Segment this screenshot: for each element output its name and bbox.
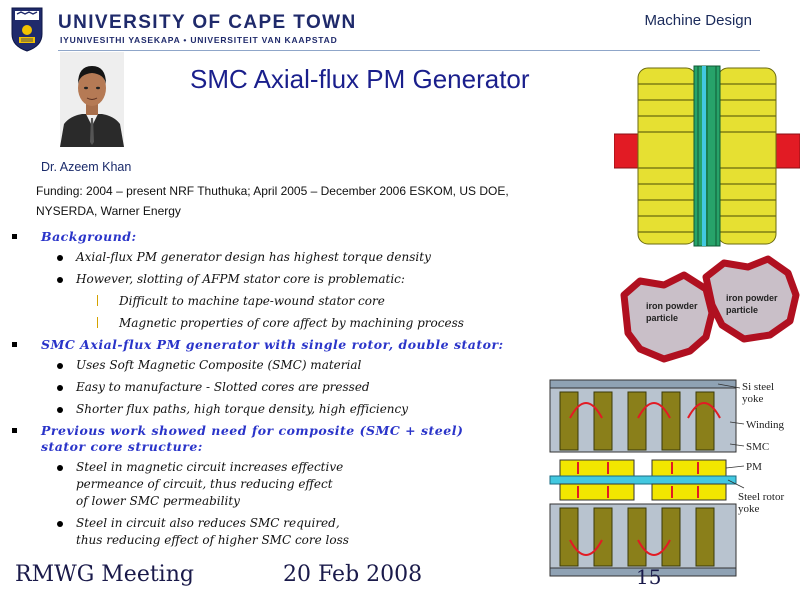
label-steel-rotor: Steel rotor — [738, 491, 785, 503]
iron-powder-particle-figure — [620, 255, 800, 365]
label-smc: SMC — [746, 441, 770, 453]
round-bullet-icon — [57, 407, 63, 413]
uct-crest-logo — [10, 6, 44, 52]
bullet-heading: Background: — [41, 229, 137, 244]
round-bullet-icon — [57, 521, 63, 527]
powder-label-1b: particle — [646, 313, 679, 323]
bullet-list — [12, 229, 542, 554]
list-item — [12, 249, 542, 266]
label-yoke: yoke — [742, 393, 764, 405]
list-item — [12, 379, 542, 396]
list-item-text: However, slotting of AFPM stator core is problematic: — [76, 272, 405, 286]
square-bullet-icon — [12, 428, 17, 433]
slide-title: SMC Axial-flux PM Generator — [190, 64, 530, 94]
sub-list-item — [12, 315, 542, 332]
label-rotor-yoke: yoke — [738, 503, 760, 515]
composite-stator-diagram — [548, 378, 800, 578]
sub-list-item-text: Difficult to machine tape-wound stator core — [119, 294, 385, 308]
bullet-heading-line-2: stator core structure: — [41, 439, 203, 454]
list-item-text: Easy to manufacture - Slotted cores are pressed — [76, 380, 370, 394]
list-item — [12, 515, 542, 549]
bullet-smc — [12, 337, 542, 353]
powder-label-2a: iron powder — [726, 293, 778, 303]
list-item-text: Shorter flux paths, high torque density, high efficiency — [76, 402, 409, 416]
list-item — [12, 271, 542, 288]
funding-text: Funding: 2004 – present NRF Thuthuka; April 2005 – December 2006 ESKOM, US DOE, NYSERDA, Warner Energy — [36, 184, 509, 218]
round-bullet-icon — [57, 277, 63, 283]
round-bullet-icon — [57, 363, 63, 369]
round-bullet-icon — [57, 465, 63, 471]
axial-flux-generator-illustration — [614, 64, 800, 248]
list-item-line-3: of lower SMC permeability — [76, 494, 240, 508]
footer-meeting: RMWG Meeting — [15, 562, 194, 587]
round-bullet-icon — [57, 385, 63, 391]
powder-label-1a: iron powder — [646, 301, 698, 311]
label-pm: PM — [746, 461, 762, 473]
list-item — [12, 357, 542, 374]
powder-label-2b: particle — [726, 305, 759, 315]
header-divider — [58, 50, 760, 51]
label-si-steel: Si steel — [742, 381, 775, 393]
list-item-line-1: Steel in circuit also reduces SMC required, — [76, 516, 340, 530]
list-item-text: Axial-flux PM generator design has highest torque density — [76, 250, 431, 264]
sub-list-item — [12, 293, 542, 310]
bullet-background — [12, 229, 542, 245]
round-bullet-icon — [57, 255, 63, 261]
list-item — [12, 459, 542, 510]
page-number: 15 — [636, 565, 662, 589]
section-label: Machine Design — [644, 12, 752, 29]
university-subtitle: IYUNIVESITHI YASEKAPA • UNIVERSITEIT VAN KAAPSTAD — [60, 35, 338, 45]
square-bullet-icon — [12, 234, 17, 239]
bullet-previous-work — [12, 423, 542, 455]
list-item-text: Uses Soft Magnetic Composite (SMC) material — [76, 358, 362, 372]
author-name: Dr. Azeem Khan — [41, 160, 132, 174]
list-item — [12, 401, 542, 418]
bar-bullet-icon — [97, 317, 98, 328]
author-photo — [60, 52, 124, 147]
list-item-line-2: permeance of circuit, thus reducing effect — [76, 477, 333, 491]
sub-list-item-text: Magnetic properties of core affect by machining process — [119, 316, 464, 330]
bullet-heading-line-1: Previous work showed need for composite (SMC + steel) — [41, 423, 464, 438]
list-item-line-1: Steel in magnetic circuit increases effective — [76, 460, 344, 474]
footer-date: 20 Feb 2008 — [283, 562, 423, 587]
label-winding: Winding — [746, 419, 785, 431]
bullet-heading: SMC Axial-flux PM generator with single rotor, double stator: — [41, 337, 504, 352]
list-item-line-2: thus reducing effect of higher SMC core loss — [76, 533, 349, 547]
square-bullet-icon — [12, 342, 17, 347]
bar-bullet-icon — [97, 295, 98, 306]
university-name: UNIVERSITY OF CAPE TOWN — [58, 12, 357, 33]
